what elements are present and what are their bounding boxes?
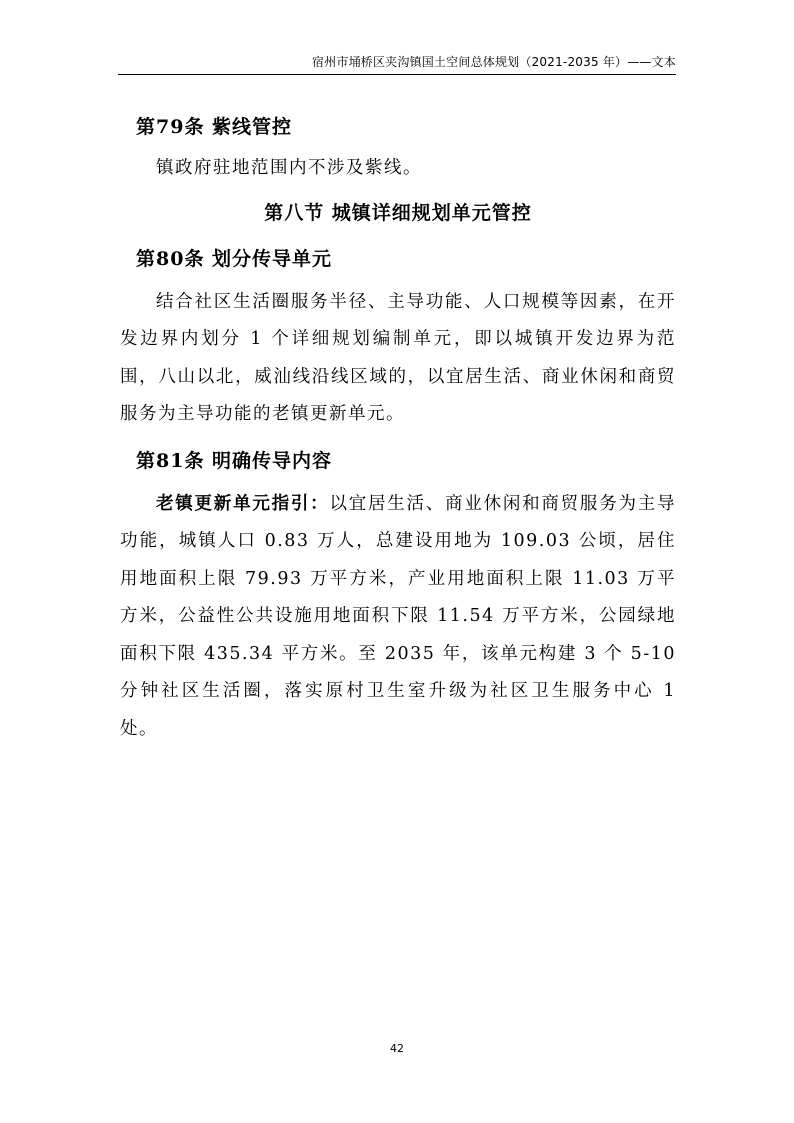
article-80-title: 第80条 划分传导单元: [136, 247, 333, 270]
page-number: 42: [390, 1042, 404, 1055]
article-81-title: 第81条 明确传导内容: [136, 449, 333, 472]
article-81-lead: 老镇更新单元指引：: [156, 493, 330, 514]
section-8-title: 第八节 城镇详细规划单元管控: [264, 201, 532, 224]
header-title: 宿州市埇桥区夹沟镇国土空间总体规划（2021-2035 年）——文本: [311, 55, 676, 69]
article-81-paragraph: [120, 486, 676, 749]
article-79-title: 第79条 紫线管控: [136, 116, 293, 138]
article-79-paragraph: 镇政府驻地范围内不涉及紫线。: [156, 158, 422, 178]
article-81-text: 以宜居生活、商业休闲和商贸服务为主导功能，城镇人口 0.83 万人，总建设用地为 109.03 公顷，居住用地面积上限 79.93 万平方米，产业用地面积上限 11.03 万平方米，公益性公共设施用地面积下限 11.54 万平方米，公园绿地面积下限 435.34 平方米。至 2035 年，该单元构建 3 个 5-10 分钟社区生活圈，落实原村卫生室升级为社区卫生服务中心 1 处。: [120, 493, 677, 739]
document-body: [120, 108, 676, 748]
article-80-paragraph: 结合社区生活圈服务半径、主导功能、人口规模等因素，在开发边界内划分 1 个详细规划编制单元，即以城镇开发边界为范围，八山以北，威汕线沿线区域的，以宜居生活、商业休闲和商贸服务为主导功能的老镇更新单元。: [120, 291, 676, 424]
page-header: [118, 52, 676, 75]
